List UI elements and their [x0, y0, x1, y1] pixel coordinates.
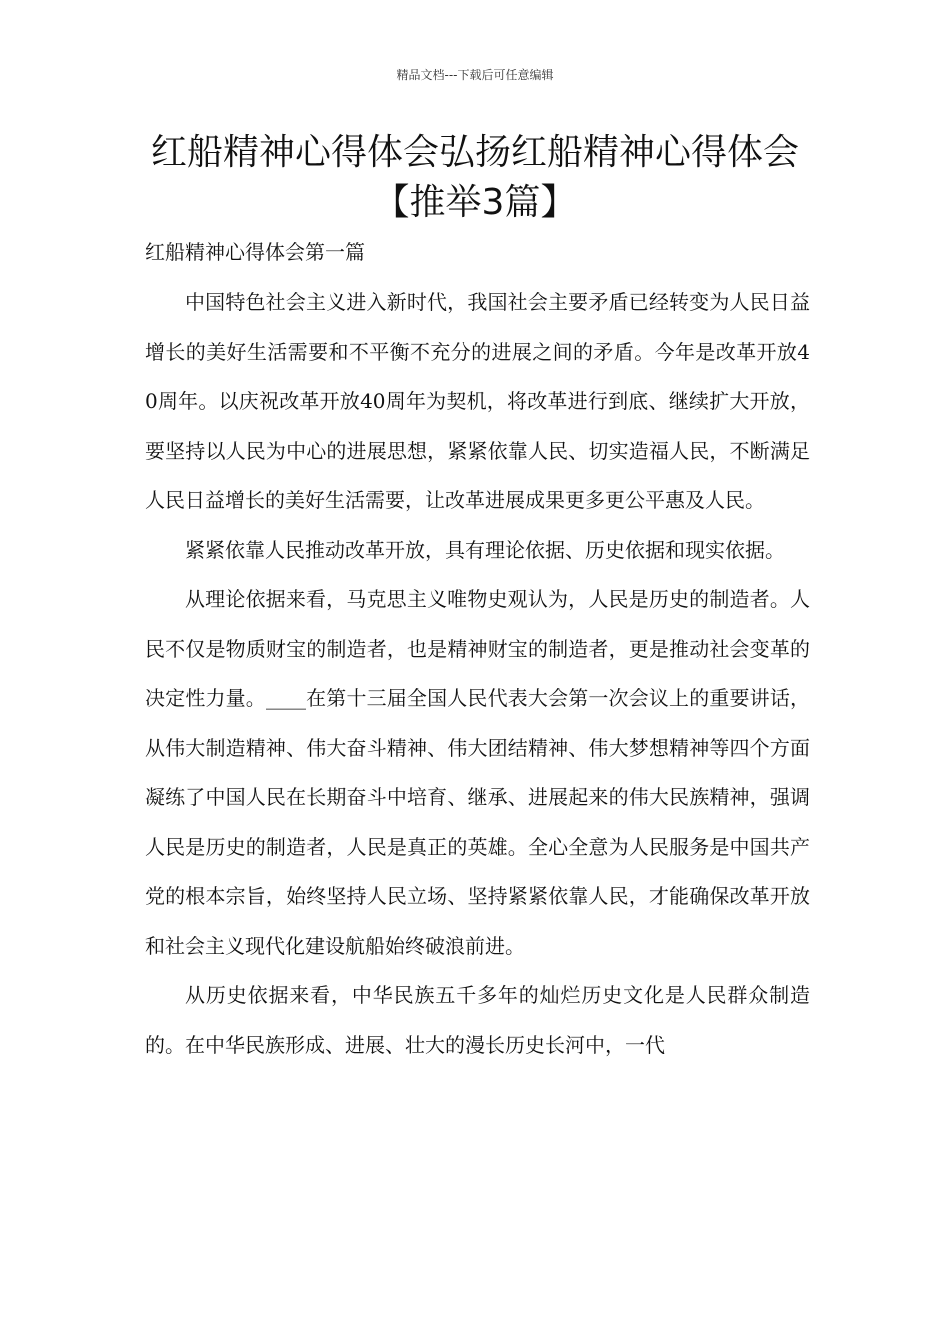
paragraph-1: 中国特色社会主义进入新时代，我国社会主要矛盾已经转变为人民日益增长的美好生活需要和不平衡不充分的进展之间的矛盾。今年是改革开放40周年。以庆祝改革开放40周年为契机，将改革进行到底、继续扩大开放，要坚持以人民为中心的进展思想，紧紧依靠人民、切实造福人民，不断满足人民日益增长的美好生活需要，让改革进展成果更多更公平惠及人民。 [145, 290, 810, 512]
document-body [145, 278, 810, 1070]
paragraph-4: 从历史依据来看，中华民族五千多年的灿烂历史文化是人民群众制造的。在中华民族形成、进展、壮大的漫长历史长河中，一代 [145, 983, 810, 1057]
document-title: 红船精神心得体会弘扬红船精神心得体会【推举3篇】 [150, 132, 799, 223]
paragraph-2: 紧紧依靠人民推动改革开放，具有理论依据、历史依据和现实依据。 [185, 537, 785, 562]
paragraph-3: 从理论依据来看，马克思主义唯物史观认为，人民是历史的制造者。人民不仅是物质财宝的制造者，也是精神财宝的制造者，更是推动社会变革的决定性力量。____在第十三届全国人民代表大会第一次会议上的重要讲话，从伟大制造精神、伟大奋斗精神、伟大团结精神、伟大梦想精神等四个方面凝练了中国人民在长期奋斗中培育、继承、进展起来的伟大民族精神，强调人民是历史的制造者，人民是真正的英雄。全心全意为人民服务是中国共产党的根本宗旨，始终坚持人民立场、坚持紧紧依靠人民，才能确保改革开放和社会主义现代化建设航船始终破浪前进。 [145, 587, 810, 958]
section-heading: 红船精神心得体会第一篇 [145, 240, 365, 264]
page-header-note: 精品文档---下载后可任意编辑 [396, 68, 554, 82]
